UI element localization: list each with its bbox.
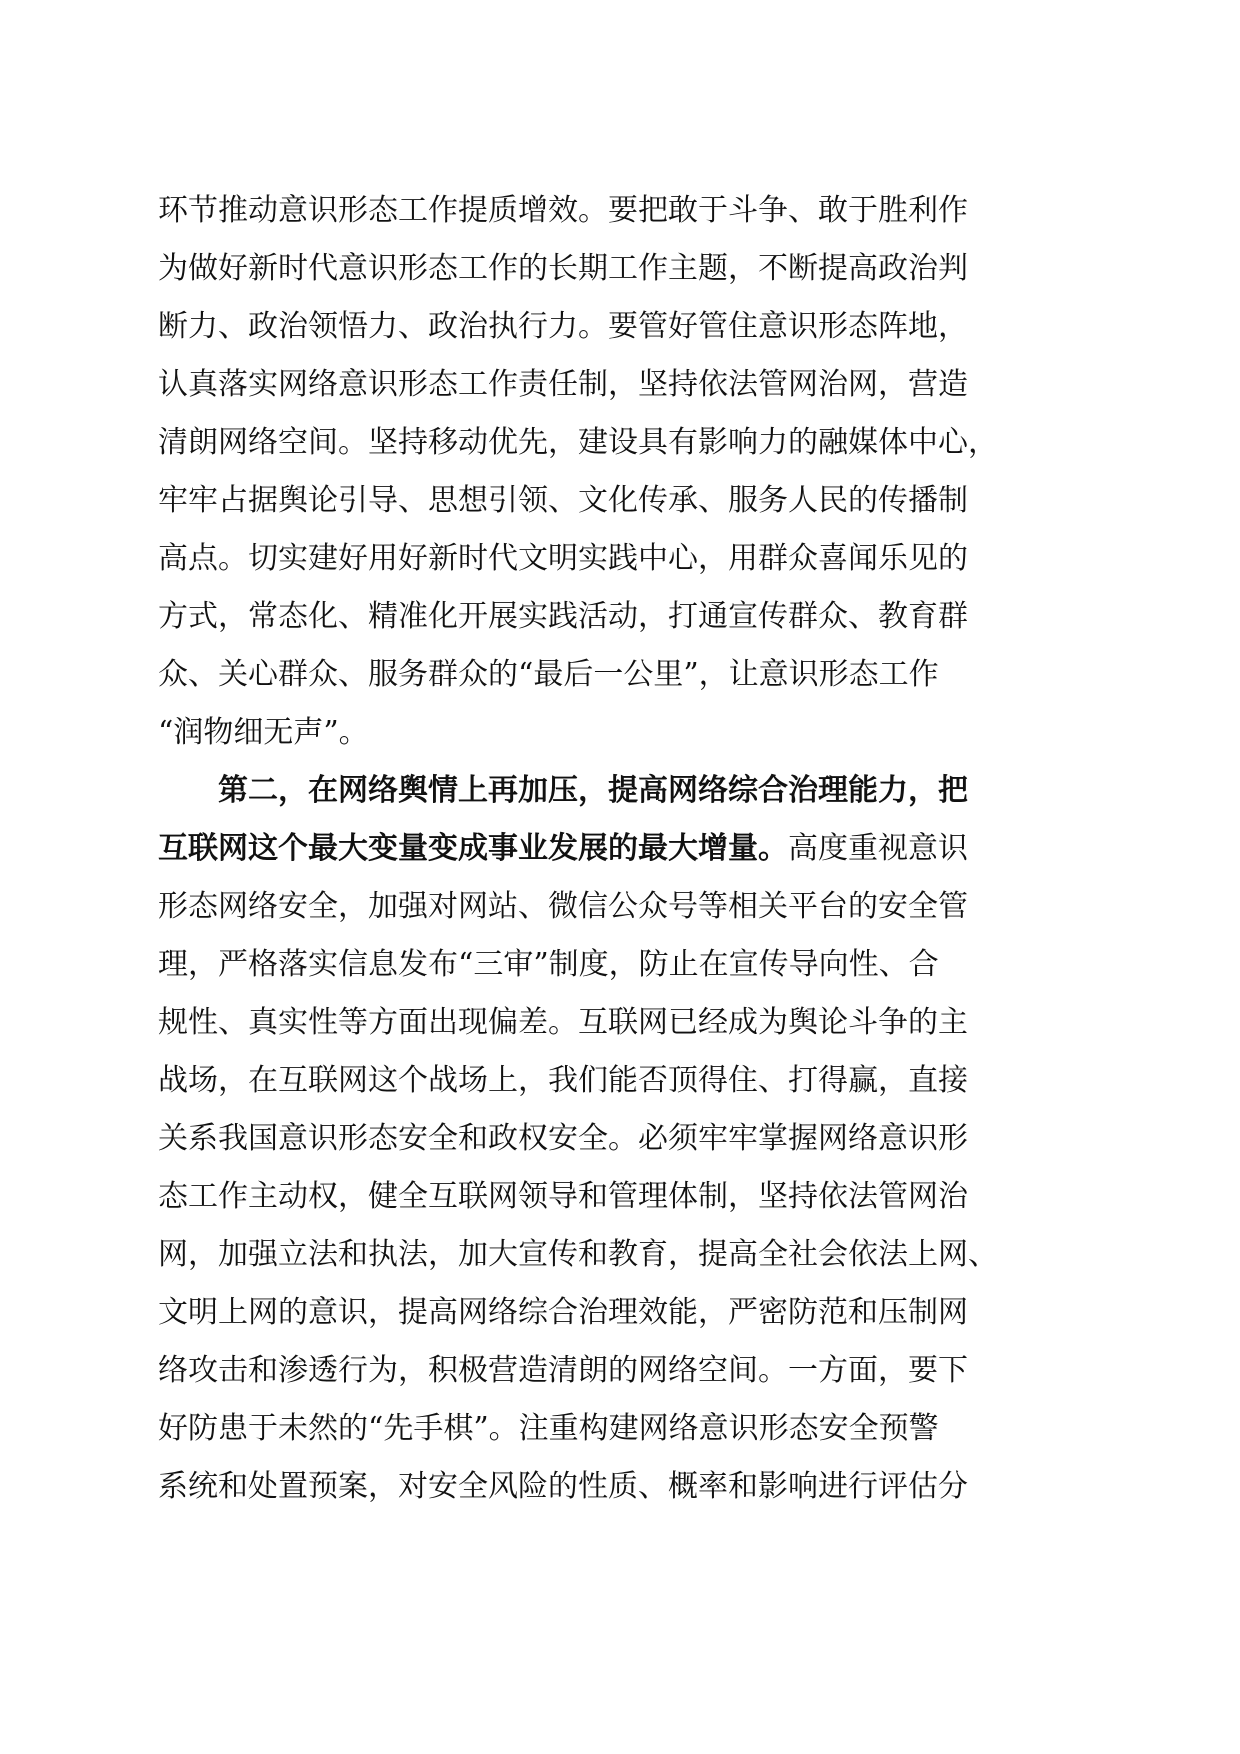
text-line: “润物细无声”。 bbox=[158, 715, 369, 750]
text-line: 规性、真实性等方面出现偏差。互联网已经成为舆论斗争的主 bbox=[158, 1005, 968, 1040]
text-line: 断力、政治领悟力、政治执行力。要管好管住意识形态阵地， bbox=[158, 309, 968, 344]
heading-text: 第二，在网络舆情上再加压，提高网络综合治理能力，把 bbox=[218, 773, 968, 808]
text-line: 系统和处置预案，对安全风险的性质、概率和影响进行评估分 bbox=[158, 1469, 968, 1504]
text-line: 网，加强立法和执法，加大宣传和教育，提高全社会依法上网、 bbox=[158, 1237, 998, 1272]
text-line: 认真落实网络意识形态工作责任制，坚持依法管网治网，营造 bbox=[158, 367, 968, 402]
paragraph-2 bbox=[158, 878, 1058, 1516]
text-line: 络攻击和渗透行为，积极营造清朗的网络空间。一方面，要下 bbox=[158, 1353, 968, 1388]
text-line: 高点。切实建好用好新时代文明实践中心，用群众喜闻乐见的 bbox=[158, 541, 968, 576]
text-line: 方式，常态化、精准化开展实践活动，打通宣传群众、教育群 bbox=[158, 599, 968, 634]
heading-text-continued: 互联网这个最大变量变成事业发展的最大增量。 bbox=[158, 831, 788, 866]
text-line: 环节推动意识形态工作提质增效。要把敢于斗争、敢于胜利作 bbox=[158, 193, 968, 228]
text-line: 文明上网的意识，提高网络综合治理效能，严密防范和压制网 bbox=[158, 1295, 968, 1330]
text-line: 众、关心群众、服务群众的“最后一公里”，让意识形态工作 bbox=[158, 657, 939, 692]
body-text-start: 高度重视意识 bbox=[788, 831, 968, 866]
text-line: 形态网络安全，加强对网站、微信公众号等相关平台的安全管 bbox=[158, 889, 968, 924]
text-line: 为做好新时代意识形态工作的长期工作主题，不断提高政治判 bbox=[158, 251, 968, 286]
text-line: 关系我国意识形态安全和政权安全。必须牢牢掌握网络意识形 bbox=[158, 1121, 968, 1156]
text-line: 好防患于未然的“先手棋”。注重构建网络意识形态安全预警 bbox=[158, 1411, 939, 1446]
paragraph-2-heading-line-2 bbox=[158, 820, 1058, 878]
text-line: 理，严格落实信息发布“三审”制度，防止在宣传导向性、合 bbox=[158, 947, 939, 982]
paragraph-1 bbox=[158, 182, 1058, 762]
text-line: 态工作主动权，健全互联网领导和管理体制，坚持依法管网治 bbox=[158, 1179, 968, 1214]
text-line: 战场，在互联网这个战场上，我们能否顶得住、打得赢，直接 bbox=[158, 1063, 968, 1098]
text-line: 清朗网络空间。坚持移动优先，建设具有影响力的融媒体中心， bbox=[158, 425, 998, 460]
paragraph-2-heading-line-1 bbox=[158, 762, 1058, 820]
text-line: 牢牢占据舆论引导、思想引领、文化传承、服务人民的传播制 bbox=[158, 483, 968, 518]
body-text bbox=[158, 182, 1058, 1516]
